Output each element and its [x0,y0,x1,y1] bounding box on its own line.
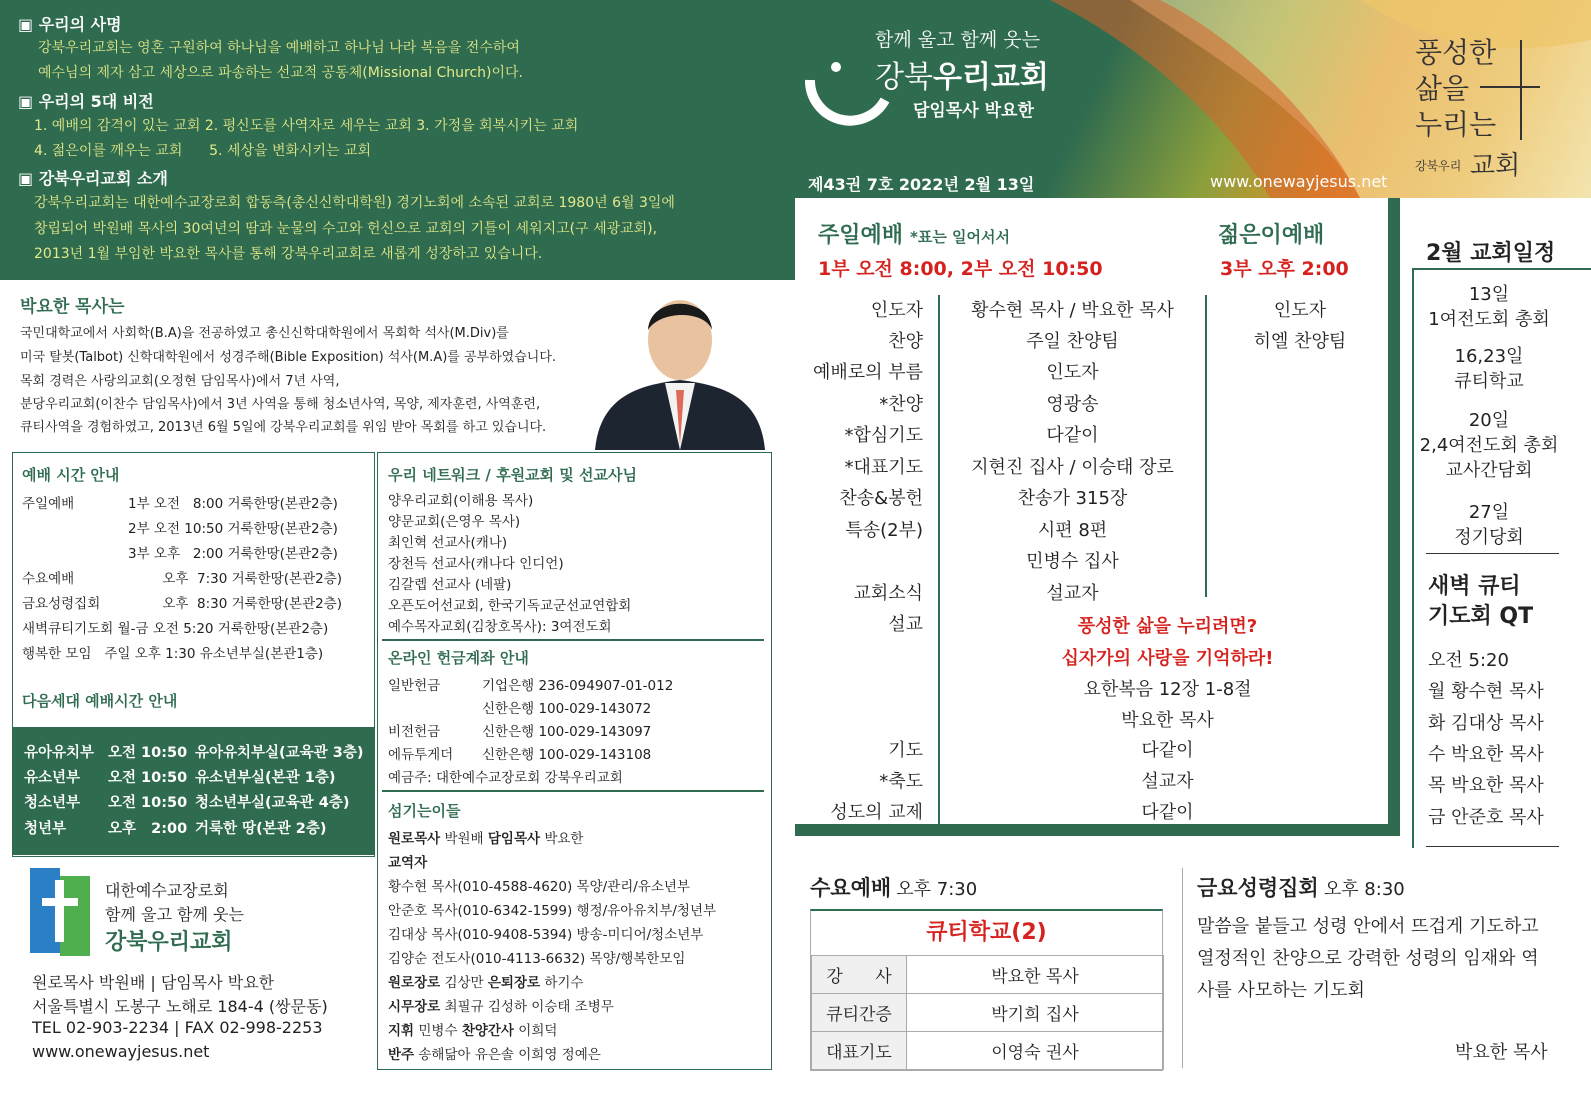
person: 최필규 김성하 이승태 조병무 [440,999,614,1015]
vision-text: 4. 젊은이를 깨우는 교회 5. 세상을 변화시키는 교회 [34,143,372,159]
order-value: 인도자 [1046,362,1099,383]
intro-heading: ▣ 강북우리교회 소개 [18,169,168,188]
intro-text: 창립되어 박원배 목사의 30여년의 땀과 눈물의 수고와 헌신으로 교회의 기틀이 세워지고(구 세광교회), [34,221,658,237]
account-number: 기업은행 236-094907-01-012 [482,678,674,694]
intro-text: 2013년 1월 부임한 박요한 목사를 통해 강북우리교회로 새롭게 성장하고 있습니다. [34,246,543,262]
church-pastors: 원로목사 박원배 | 담임목사 박요한 [32,973,275,992]
person-cell: 박기희 집사 [907,994,1164,1032]
order-label: 특송(2부) [845,520,923,541]
person: 김상만 [440,975,488,991]
staff-line: 황수현 목사(010-4588-4620) 목양/관리/유소년부 [388,879,690,895]
next-gen-time: 오후 2:00 [108,821,188,837]
church-website: www.onewayjesus.net [32,1042,210,1061]
network-item: 김갈렙 선교사 (네팔) [388,577,512,593]
sunday-title: 주일예배 [818,223,904,248]
role: 원로장로 [388,975,441,991]
qt-leader: 월 황수현 목사 [1428,681,1544,702]
account-number: 신한은행 100-029-143097 [482,724,652,740]
order-label: 교회소식 [853,583,923,604]
qt-title-line: 기도회 QT [1428,604,1534,629]
person-cell: 이영숙 권사 [907,1032,1164,1070]
hero-name-part: 강북 [875,60,933,95]
staff-line: 안준호 목사(010-6342-1599) 행정/유아유치부/청년부 [388,903,717,919]
divider [382,790,764,792]
cross-icon-bar [1480,86,1540,88]
sermon-preacher: 박요한 목사 [1121,710,1214,731]
calendar-date: 20일 [1468,410,1510,431]
slogan [1415,35,1496,143]
servers-line [388,1043,601,1063]
servers-line [388,1019,557,1039]
role-cell: 큐티간증 [812,994,907,1032]
qt-leader: 금 안준호 목사 [1428,807,1544,828]
order-value: 민병수 집사 [1026,551,1119,572]
qt-title-line: 새벽 큐티 [1428,574,1521,599]
young-title: 젊은이예배 [1218,223,1325,248]
role: 담임목사 [487,831,541,847]
person: 하기수 [540,975,584,991]
table-row [812,994,1164,1032]
account-label: 에듀투게더 [388,747,454,763]
pastor-bio-line: 분당우리교회(이찬수 담임목사)에서 3년 사역을 통해 청소년사역, 목양, 제자훈련, 사역훈련, [20,397,541,412]
time-value: 2부 오전 10:50 거룩한땅(본관2층) [128,521,338,537]
calendar-item [1414,408,1564,483]
network-item: 최인혁 선교사(캐나) [388,535,508,551]
mission-panel [0,0,800,280]
calendar-date: 13일 [1468,284,1510,305]
time-label: 새벽큐티기도회 월-금 오전 5:20 거룩한땅(본관2층) [22,621,329,637]
network-item: 오픈도어선교회, 한국기독교군선교연합회 [388,598,632,614]
calendar-date: 16,23일 [1454,346,1524,367]
divider [938,295,940,825]
order-value: 다같이 [1046,425,1099,446]
qt-school-title: 큐티학교(2) [926,920,1047,945]
calendar-event: 큐티학교 [1454,371,1524,392]
order-value: 다같이 [1141,740,1194,761]
young-order: 히엘 찬양팀 [1253,331,1347,352]
intro-text: 강북우리교회는 대한예수교장로회 합동측(총신신학대학원) 경기노회에 소속된 교회로 1980년 6월 3일에 [34,195,675,211]
next-gen-dept: 청년부 [24,821,67,837]
wednesday-title: 수요예배 [810,876,892,900]
order-label: 찬양 [888,331,923,352]
calendar-event: 1여전도회 총회 [1428,309,1550,330]
divider [382,639,764,641]
divider [1426,846,1559,847]
young-order: 인도자 [1273,300,1327,321]
next-gen-title: 다음세대 예배시간 안내 [22,692,178,710]
staff-line: 김양순 전도사(010-4113-6632) 목양/행복한모임 [388,951,686,967]
time-label: 행복한 모임 주일 오후 1:30 유소년부실(본관1층) [22,646,324,662]
qt-school-rows [811,955,1164,1070]
table-row [812,956,1164,994]
friday-heading [1197,872,1405,902]
person: 이희덕 [513,1023,558,1039]
account-label: 일반헌금 [388,678,441,694]
friday-desc: 말씀을 붙들고 성령 안에서 뜨겁게 기도하고 [1197,916,1539,937]
next-gen-time: 오전 10:50 [108,770,188,786]
order-value: 설교자 [1046,583,1099,604]
cross-icon [1520,40,1522,140]
next-gen-place: 거룩한 땅(본관 2층) [195,821,327,837]
next-gen-place: 유소년부실(본관 1층) [195,770,336,786]
role: 지휘 [388,1023,415,1039]
divider [1412,268,1591,270]
standing-note: *표는 일어서서 [910,228,1011,246]
mission-text: 강북우리교회는 영혼 구원하여 하나님을 예배하고 하나님 나라 복음을 전수하여 [38,40,520,56]
slogan-line: 풍성한 [1415,36,1497,69]
order-value: 주일 찬양팀 [1026,331,1119,352]
slogan-line: 누리는 [1415,108,1497,141]
pastor-bio-line: 국민대학교에서 사회학(B.A)을 전공하였고 총신신학대학원에서 목회학 석사(M.Div)를 [20,326,509,341]
slogan-line: 삶을 [1415,72,1470,105]
order-label: 기도 [888,740,923,761]
header-banner [800,0,1591,198]
calendar-title: 2월 교회일정 [1426,241,1556,266]
church-address: 서울특별시 도봉구 노해로 184-4 (쌍문동) [32,997,328,1016]
pastor-bio-line: 큐티사역을 경험하였고, 2013년 6월 5일에 강북우리교회를 위임 받아 목회를 하고 있습니다. [20,420,547,435]
network-title: 우리 네트워크 / 후원교회 및 선교사님 [388,466,637,484]
calendar-item [1414,282,1564,332]
time-value: 오후 7:30 거룩한땅(본관2층) [128,571,343,587]
pastor-bio-line: 미국 탈봇(Talbot) 신학대학원에서 성경주해(Bible Exposition) 석사(M.A)를 공부하였습니다. [20,350,557,365]
qt-title [1428,572,1533,632]
sunday-heading [818,218,1010,249]
qt-leader: 수 박요한 목사 [1428,744,1544,765]
church-name: 강북우리교회 [105,930,233,955]
role: 반주 [388,1047,415,1063]
vision-text: 1. 예배의 감격이 있는 교회 2. 평신도를 사역자로 세우는 교회 3. 가정을 회복시키는 교회 [34,118,579,134]
pastor-bio-line: 목회 경력은 사랑의교회(오정현 담임목사)에서 7년 사역, [20,374,340,389]
calendar-event: 교사간담회 [1445,460,1533,481]
account-number: 신한은행 100-029-143108 [482,747,652,763]
sunday-time: 1부 오전 8:00, 2부 오전 10:50 [818,258,1103,280]
role-cell: 대표기도 [812,1032,907,1070]
pastor-profile [20,292,124,317]
calendar-item [1414,500,1564,550]
network-item: 양문교회(은영우 목사) [388,514,521,530]
qt-leader: 화 김대상 목사 [1428,713,1544,734]
role: 찬양간사 [461,1023,514,1039]
vision-heading: ▣ 우리의 5대 비전 [18,92,154,111]
slogan-small: 강북우리 [1415,159,1462,173]
order-value: 시편 8편 [1037,520,1108,541]
church-cross-logo-icon [30,868,92,958]
person: 박요한 [540,831,584,847]
qt-leader: 목 박요한 목사 [1428,775,1544,796]
qt-school-table [810,909,1163,1071]
calendar-event: 정기당회 [1454,527,1524,548]
calendar-item [1414,344,1564,394]
next-gen-place: 유아유치부실(교육관 3층) [195,745,364,761]
next-gen-time: 오전 10:50 [108,745,188,761]
servers-line [388,827,583,847]
mission-text: 예수님의 제자 삼고 세상으로 파송하는 선교적 공동체(Missional Church)이다. [38,65,523,81]
order-value: 다같이 [1141,802,1194,823]
hero-tagline: 함께 울고 함께 웃는 [875,29,1040,51]
role: 은퇴장로 [487,975,541,991]
order-value: 지현진 집사 / 이승태 장로 [971,457,1174,478]
person-cell: 박요한 목사 [907,956,1164,994]
issue-date: 제43권 7호 2022년 2월 13일 [808,175,1035,194]
next-gen-place: 청소년부실(교육관 4층) [195,795,350,811]
hero-name-part: 우리교회 [932,60,1049,95]
account-number: 신한은행 100-029-143072 [482,701,652,717]
calendar-event: 2,4여전도회 총회 [1419,435,1559,456]
qt-time: 오전 5:20 [1428,650,1509,671]
hero-pastor: 담임목사 박요한 [913,101,1034,121]
order-label: 설교 [888,614,923,635]
time-value: 3부 오후 2:00 거룩한땅(본관2층) [128,546,338,562]
staff-line: 김대상 목사(010-9408-5394) 방송-미디어/청소년부 [388,927,704,943]
sermon-title: 풍성한 삶을 누리려면? [1077,616,1258,637]
person: 박원배 [440,831,488,847]
order-value: 설교자 [1141,771,1194,792]
friday-sign: 박요한 목사 [1455,1042,1548,1063]
wednesday-heading [810,872,977,902]
sermon-subtitle: 십자가의 사랑을 기억하라! [1061,648,1274,669]
sermon-scripture: 요한복음 12장 1-8절 [1083,679,1252,700]
friday-title: 금요성령집회 [1197,876,1319,900]
friday-time: 오후 8:30 [1323,879,1405,900]
time-label: 수요예배 [22,571,75,587]
order-label: 인도자 [870,300,923,321]
slogan-big: 교회 [1470,151,1521,181]
next-gen-dept: 청소년부 [24,795,81,811]
servers-title: 섬기는이들 [388,802,461,820]
order-label: 찬송&봉헌 [839,488,923,509]
order-label: *합심기도 [844,425,923,446]
network-item: 예수목자교회(김창호목사): 3여전도회 [388,619,612,635]
servers-line [388,971,583,991]
service-times-title: 예배 시간 안내 [22,466,120,484]
pastor-photo [590,285,770,450]
friday-desc: 열정적인 찬양으로 강력한 성령의 임재와 역 [1197,948,1539,969]
website: www.onewayjesus.net [1210,172,1388,191]
servers-line [388,995,614,1015]
next-gen-time: 오전 10:50 [108,795,188,811]
next-gen-dept: 유아유치부 [24,745,95,761]
divider [1182,868,1183,1068]
account-label: 비전헌금 [388,724,441,740]
young-time: 3부 오후 2:00 [1220,258,1349,280]
calendar-date: 27일 [1468,502,1510,523]
order-label: *축도 [879,771,923,792]
order-label: *찬양 [879,394,923,415]
order-value: 영광송 [1046,394,1099,415]
next-gen-dept: 유소년부 [24,770,81,786]
pastor-title: 박요한 목사는 [20,297,125,317]
hero-church-name [875,52,1049,96]
order-value: 찬송가 315장 [1017,488,1128,509]
wednesday-time: 오후 7:30 [896,879,978,900]
divider [1205,295,1207,597]
network-item: 장천득 선교사(캐나다 인디언) [388,556,564,572]
time-label: 금요성령집회 [22,596,101,612]
order-label: 예배로의 부름 [812,362,923,383]
church-phone: TEL 02-903-2234 | FAX 02-998-2253 [32,1018,323,1037]
network-item: 양우리교회(이해용 목사) [388,493,534,509]
role: 시무장로 [388,999,441,1015]
order-label: 성도의 교제 [830,802,923,823]
table-row [812,1032,1164,1070]
account-title: 온라인 헌금계좌 안내 [388,649,529,667]
time-label: 주일예배 [22,496,75,512]
role: 교역자 [388,855,428,871]
role: 원로목사 [388,831,441,847]
church-tagline: 함께 울고 함께 웃는 [105,905,244,924]
role-cell: 강 사 [812,956,907,994]
account-holder: 예금주: 대한예수교장로회 강북우리교회 [388,770,623,786]
order-value: 황수현 목사 / 박요한 목사 [971,300,1174,321]
mission-heading: ▣ 우리의 사명 [18,15,122,34]
servers-line [388,851,427,871]
divider [1426,553,1559,554]
denomination: 대한예수교장로회 [105,881,229,900]
friday-desc: 사를 사모하는 기도회 [1197,980,1365,1001]
person: 송해닮아 유은솔 이희영 정예은 [414,1047,601,1063]
time-value: 1부 오전 8:00 거룩한땅(본관2층) [128,496,338,512]
time-value: 오후 8:30 거룩한땅(본관2층) [128,596,343,612]
order-label: *대표기도 [844,457,923,478]
person: 민병수 [414,1023,462,1039]
